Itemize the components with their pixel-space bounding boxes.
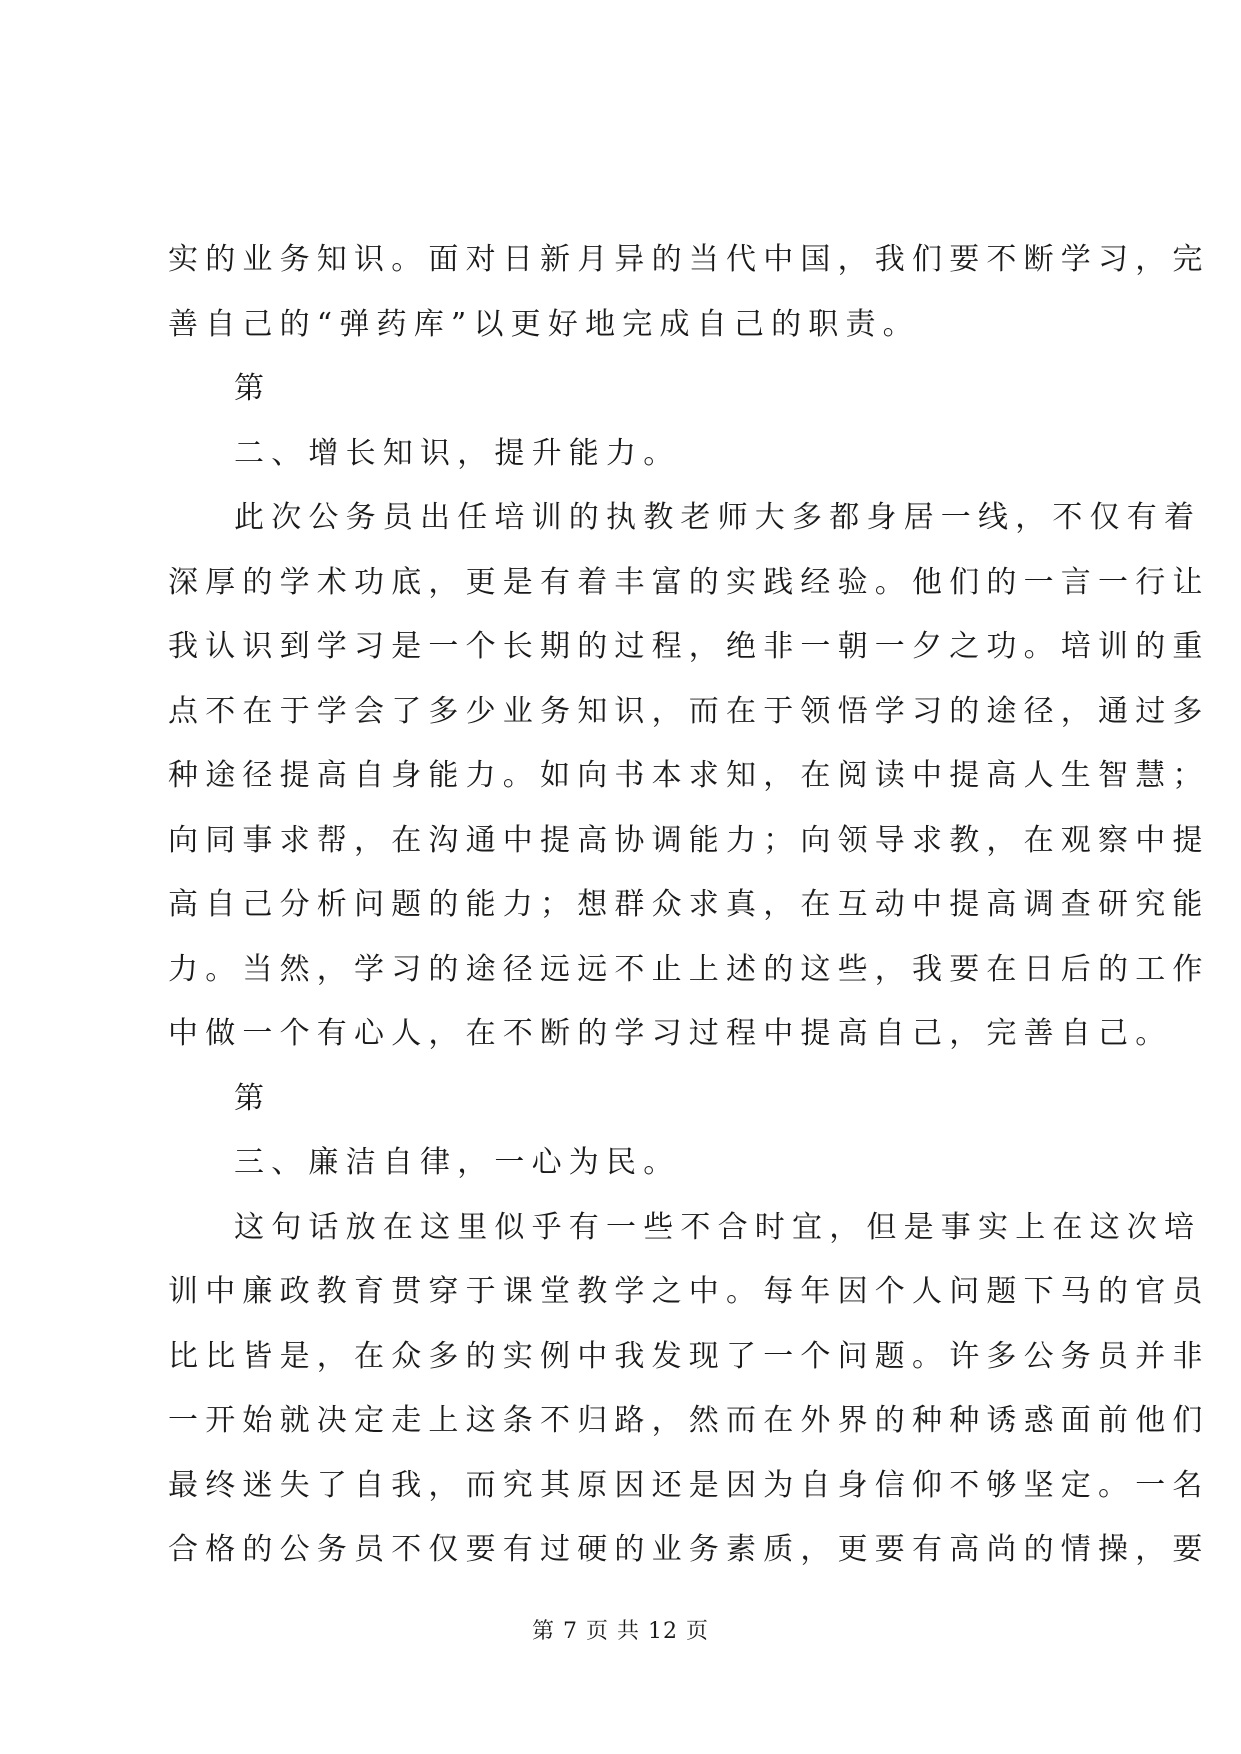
text-line-14: 第 xyxy=(234,1080,272,1116)
text-line-18: 比比皆是，在众多的实例中我发现了一个问题。许多公务员并非 xyxy=(168,1338,1210,1374)
section-heading-2: 二、增长知识，提升能力。 xyxy=(234,435,681,471)
text-line-19: 一开始就决定走上这条不归路，然而在外界的种种诱惑面前他们 xyxy=(168,1403,1210,1438)
text-line-9: 种途径提高自身能力。如向书本求知，在阅读中提高人生智慧； xyxy=(168,758,1210,793)
text-line-16: 这句话放在这里似乎有一些不合时宜，但是事实上在这次培 xyxy=(234,1209,1202,1245)
text-line-11: 高自己分析问题的能力；想群众求真，在互动中提高调查研究能 xyxy=(168,887,1210,922)
body-text xyxy=(168,228,1210,1583)
text-line-10: 向同事求帮，在沟通中提高协调能力；向领导求教，在观察中提 xyxy=(168,822,1210,858)
text-line-5: 此次公务员出任培训的执教老师大多都身居一线，不仅有着 xyxy=(234,500,1202,535)
text-line-17: 训中廉政教育贯穿于课堂教学之中。每年因个人问题下马的官员 xyxy=(168,1274,1210,1309)
section-heading-3: 三、廉洁自律，一心为民。 xyxy=(234,1145,681,1180)
text-line-12: 力。当然，学习的途径远远不止上述的这些，我要在日后的工作 xyxy=(168,951,1210,987)
text-line-3: 第 xyxy=(234,371,272,406)
text-line-8: 点不在于学会了多少业务知识，而在于领悟学习的途径，通过多 xyxy=(168,693,1210,729)
text-line-13: 中做一个有心人，在不断的学习过程中提高自己，完善自己。 xyxy=(168,1016,1173,1051)
text-line-20: 最终迷失了自我，而究其原因还是因为自身信仰不够坚定。一名 xyxy=(168,1467,1210,1503)
text-line-7: 我认识到学习是一个长期的过程，绝非一朝一夕之功。培训的重 xyxy=(168,629,1210,664)
text-line-2: 善自己的“弹药库”以更好地完成自己的职责。 xyxy=(168,306,920,342)
page-number-footer: 第 7 页 共 12 页 xyxy=(532,1619,709,1644)
text-line-6: 深厚的学术功底，更是有着丰富的实践经验。他们的一言一行让 xyxy=(168,564,1210,600)
text-line-1: 实的业务知识。面对日新月异的当代中国，我们要不断学习，完 xyxy=(168,242,1210,277)
text-line-21: 合格的公务员不仅要有过硬的业务素质，更要有高尚的情操，要 xyxy=(168,1532,1210,1567)
